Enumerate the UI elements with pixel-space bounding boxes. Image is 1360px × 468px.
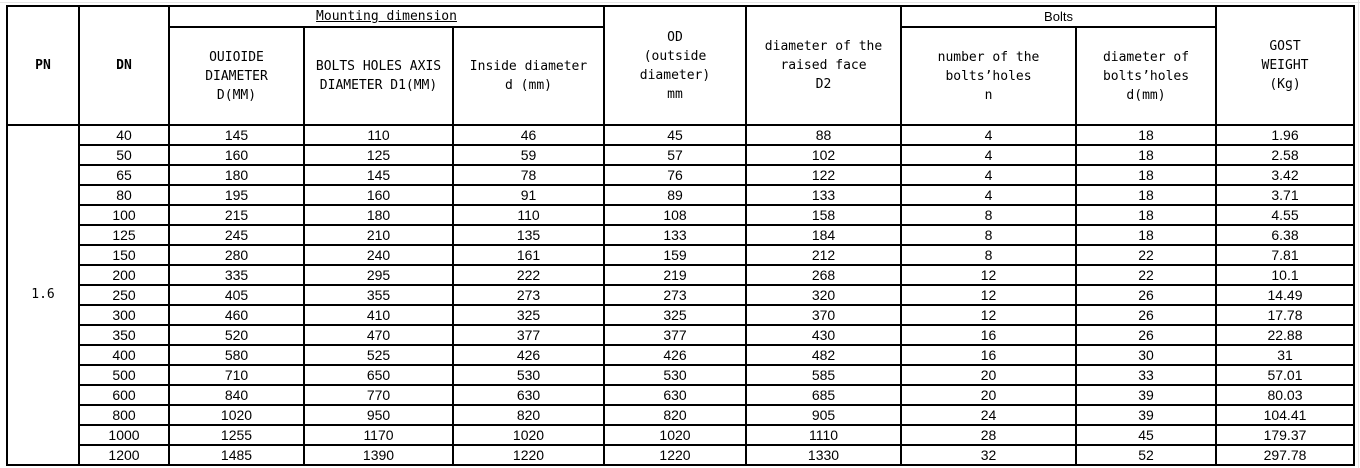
header-pn: PN <box>8 7 80 126</box>
header-weight <box>1217 7 1355 126</box>
cell-bolt-diameter: 18 <box>1077 226 1217 246</box>
header-raised-face-line: D2 <box>815 77 832 92</box>
table-row <box>8 306 1355 326</box>
cell-dn: 500 <box>80 366 170 386</box>
cell-inside-diameter: 325 <box>454 306 605 326</box>
cell-outside-diameter: 280 <box>170 246 305 266</box>
cell-outside-diameter: 160 <box>170 146 305 166</box>
cell-bolt-count: 12 <box>902 266 1077 286</box>
cell-inside-diameter: 78 <box>454 166 605 186</box>
cell-weight: 17.78 <box>1217 306 1355 326</box>
cell-dn: 350 <box>80 326 170 346</box>
header-bolt-count-line: bolts’holes <box>945 68 1032 84</box>
cell-bolt-count: 4 <box>902 126 1077 146</box>
table-row <box>8 226 1355 246</box>
cell-bolt-diameter: 22 <box>1077 246 1217 266</box>
header-raised-face-line: raised face <box>780 58 867 73</box>
cell-bolt-diameter: 30 <box>1077 346 1217 366</box>
cell-outside-diameter: 245 <box>170 226 305 246</box>
cell-dn: 200 <box>80 266 170 286</box>
cell-weight: 6.38 <box>1217 226 1355 246</box>
header-outside-diameter-line: OUIOIDE <box>209 49 264 65</box>
cell-inside-diameter: 1220 <box>454 446 605 466</box>
cell-bolt-holes-axis: 240 <box>305 246 454 266</box>
cell-dn: 800 <box>80 406 170 426</box>
cell-bolt-diameter: 52 <box>1077 446 1217 466</box>
header-weight-line: WEIGHT <box>1261 58 1309 73</box>
cell-raised-face: 482 <box>747 346 902 366</box>
flange-dimensions-table <box>6 5 1355 466</box>
cell-weight: 2.58 <box>1217 146 1355 166</box>
cell-bolt-count: 16 <box>902 326 1077 346</box>
cell-od: 45 <box>605 126 747 146</box>
cell-bolt-holes-axis: 125 <box>305 146 454 166</box>
cell-weight: 179.37 <box>1217 426 1355 446</box>
cell-bolt-count: 4 <box>902 166 1077 186</box>
cell-bolt-holes-axis: 410 <box>305 306 454 326</box>
cell-bolt-count: 28 <box>902 426 1077 446</box>
header-weight-line: GOST <box>1269 39 1301 54</box>
table-row <box>8 286 1355 306</box>
cell-bolt-diameter: 22 <box>1077 266 1217 286</box>
cell-weight: 57.01 <box>1217 366 1355 386</box>
cell-outside-diameter: 195 <box>170 186 305 206</box>
cell-bolt-holes-axis: 525 <box>305 346 454 366</box>
cell-bolt-diameter: 18 <box>1077 166 1217 186</box>
cell-od: 76 <box>605 166 747 186</box>
cell-od: 133 <box>605 226 747 246</box>
table-row <box>8 186 1355 206</box>
cell-bolt-holes-axis: 470 <box>305 326 454 346</box>
cell-raised-face: 1110 <box>747 426 902 446</box>
table-row <box>8 246 1355 266</box>
header-bolt-diameter-line: d(mm) <box>1126 87 1166 103</box>
table-row <box>8 446 1355 466</box>
cell-raised-face: 268 <box>747 266 902 286</box>
cell-bolt-diameter: 26 <box>1077 326 1217 346</box>
cell-bolt-count: 16 <box>902 346 1077 366</box>
header-inside-diameter-line: Inside diameter <box>469 59 588 74</box>
cell-bolt-holes-axis: 160 <box>305 186 454 206</box>
cell-raised-face: 212 <box>747 246 902 266</box>
cell-raised-face: 430 <box>747 326 902 346</box>
cell-bolt-holes-axis: 950 <box>305 406 454 426</box>
cell-raised-face: 88 <box>747 126 902 146</box>
cell-dn: 250 <box>80 286 170 306</box>
cell-raised-face: 133 <box>747 186 902 206</box>
header-bolt-holes-axis <box>305 28 454 126</box>
cell-bolt-holes-axis: 110 <box>305 126 454 146</box>
header-group-mounting: Mounting dimension <box>170 7 605 28</box>
cell-dn: 1200 <box>80 446 170 466</box>
cell-bolt-count: 24 <box>902 406 1077 426</box>
table-row <box>8 126 1355 146</box>
cell-inside-diameter: 59 <box>454 146 605 166</box>
cell-weight: 22.88 <box>1217 326 1355 346</box>
table-body <box>8 126 1355 466</box>
header-raised-face <box>747 7 902 126</box>
cell-dn: 1000 <box>80 426 170 446</box>
cell-od: 1020 <box>605 426 747 446</box>
table-row <box>8 406 1355 426</box>
cell-od: 530 <box>605 366 747 386</box>
cell-raised-face: 184 <box>747 226 902 246</box>
cell-raised-face: 320 <box>747 286 902 306</box>
table-row <box>8 206 1355 226</box>
cell-inside-diameter: 273 <box>454 286 605 306</box>
cell-inside-diameter: 222 <box>454 266 605 286</box>
header-bolt-diameter-line: bolts’holes <box>1102 68 1190 84</box>
header-bolt-holes-axis-line: BOLTS HOLES AXIS <box>315 59 442 74</box>
cell-dn: 150 <box>80 246 170 266</box>
cell-bolt-holes-axis: 145 <box>305 166 454 186</box>
gridline <box>1358 0 1359 468</box>
header-weight-line: (Kg) <box>1269 77 1301 92</box>
cell-bolt-diameter: 39 <box>1077 406 1217 426</box>
header-bolt-diameter <box>1077 28 1217 126</box>
cell-bolt-count: 32 <box>902 446 1077 466</box>
table-row <box>8 426 1355 446</box>
cell-outside-diameter: 1255 <box>170 426 305 446</box>
cell-outside-diameter: 405 <box>170 286 305 306</box>
cell-dn: 300 <box>80 306 170 326</box>
cell-od: 159 <box>605 246 747 266</box>
cell-bolt-count: 12 <box>902 306 1077 326</box>
cell-bolt-holes-axis: 210 <box>305 226 454 246</box>
table-row <box>8 146 1355 166</box>
cell-weight: 4.55 <box>1217 206 1355 226</box>
header-outside-diameter-line: D(MM) <box>216 87 257 103</box>
cell-outside-diameter: 520 <box>170 326 305 346</box>
cell-bolt-count: 8 <box>902 226 1077 246</box>
cell-raised-face: 122 <box>747 166 902 186</box>
cell-outside-diameter: 580 <box>170 346 305 366</box>
cell-od: 89 <box>605 186 747 206</box>
cell-bolt-diameter: 39 <box>1077 386 1217 406</box>
header-bolt-count <box>902 28 1077 126</box>
table-row <box>8 266 1355 286</box>
cell-outside-diameter: 180 <box>170 166 305 186</box>
cell-dn: 100 <box>80 206 170 226</box>
cell-dn: 40 <box>80 126 170 146</box>
cell-weight: 104.41 <box>1217 406 1355 426</box>
header-group-bolts: Bolts <box>902 7 1217 28</box>
cell-od: 108 <box>605 206 747 226</box>
cell-inside-diameter: 110 <box>454 206 605 226</box>
cell-raised-face: 370 <box>747 306 902 326</box>
cell-bolt-diameter: 33 <box>1077 366 1217 386</box>
cell-raised-face: 158 <box>747 206 902 226</box>
cell-bolt-diameter: 26 <box>1077 286 1217 306</box>
cell-od: 630 <box>605 386 747 406</box>
cell-weight: 7.81 <box>1217 246 1355 266</box>
cell-raised-face: 685 <box>747 386 902 406</box>
cell-bolt-diameter: 18 <box>1077 126 1217 146</box>
table-row <box>8 346 1355 366</box>
header-raised-face-line: diameter of the <box>764 39 883 54</box>
cell-outside-diameter: 460 <box>170 306 305 326</box>
cell-inside-diameter: 530 <box>454 366 605 386</box>
cell-bolt-diameter: 45 <box>1077 426 1217 446</box>
table-row <box>8 366 1355 386</box>
cell-bolt-count: 4 <box>902 146 1077 166</box>
cell-od: 1220 <box>605 446 747 466</box>
cell-weight: 10.1 <box>1217 266 1355 286</box>
gridline <box>0 2 1360 3</box>
header-dn: DN <box>80 7 170 126</box>
cell-bolt-holes-axis: 180 <box>305 206 454 226</box>
table-row <box>8 166 1355 186</box>
cell-bolt-diameter: 18 <box>1077 186 1217 206</box>
cell-weight: 31 <box>1217 346 1355 366</box>
header-od-line: mm <box>667 86 683 102</box>
cell-dn: 80 <box>80 186 170 206</box>
header-od-line: (outside <box>643 48 707 64</box>
cell-od: 377 <box>605 326 747 346</box>
cell-raised-face: 102 <box>747 146 902 166</box>
cell-inside-diameter: 426 <box>454 346 605 366</box>
cell-weight: 1.96 <box>1217 126 1355 146</box>
cell-bolt-holes-axis: 295 <box>305 266 454 286</box>
cell-inside-diameter: 46 <box>454 126 605 146</box>
cell-dn: 400 <box>80 346 170 366</box>
cell-bolt-holes-axis: 770 <box>305 386 454 406</box>
cell-inside-diameter: 377 <box>454 326 605 346</box>
cell-outside-diameter: 1020 <box>170 406 305 426</box>
cell-bolt-count: 8 <box>902 206 1077 226</box>
cell-inside-diameter: 161 <box>454 246 605 266</box>
cell-bolt-holes-axis: 355 <box>305 286 454 306</box>
header-bolt-diameter-line: diameter of <box>1102 49 1190 65</box>
cell-weight: 80.03 <box>1217 386 1355 406</box>
cell-dn: 65 <box>80 166 170 186</box>
cell-bolt-diameter: 26 <box>1077 306 1217 326</box>
cell-outside-diameter: 335 <box>170 266 305 286</box>
cell-weight: 3.71 <box>1217 186 1355 206</box>
cell-outside-diameter: 215 <box>170 206 305 226</box>
table-row <box>8 326 1355 346</box>
cell-od: 57 <box>605 146 747 166</box>
header-bolt-count-line: number of the <box>937 49 1040 65</box>
cell-inside-diameter: 91 <box>454 186 605 206</box>
header-outside-diameter-line: DIAMETER <box>205 68 268 84</box>
cell-bolt-count: 20 <box>902 386 1077 406</box>
cell-bolt-count: 20 <box>902 366 1077 386</box>
cell-raised-face: 585 <box>747 366 902 386</box>
cell-outside-diameter: 145 <box>170 126 305 146</box>
cell-inside-diameter: 630 <box>454 386 605 406</box>
cell-outside-diameter: 710 <box>170 366 305 386</box>
cell-weight: 3.42 <box>1217 166 1355 186</box>
cell-raised-face: 1330 <box>747 446 902 466</box>
header-bolt-count-line: n <box>984 87 993 103</box>
header-bolt-holes-axis-line: DIAMETER D1(MM) <box>319 78 438 93</box>
cell-od: 426 <box>605 346 747 366</box>
cell-bolt-diameter: 18 <box>1077 146 1217 166</box>
cell-dn: 50 <box>80 146 170 166</box>
cell-bolt-diameter: 18 <box>1077 206 1217 226</box>
pn-value-cell: 1.6 <box>8 126 80 466</box>
header-inside-diameter <box>454 28 605 126</box>
header-inside-diameter-line: d (mm) <box>505 78 552 93</box>
cell-bolt-holes-axis: 1170 <box>305 426 454 446</box>
cell-bolt-holes-axis: 650 <box>305 366 454 386</box>
header-od-line: OD <box>667 29 683 45</box>
cell-dn: 600 <box>80 386 170 406</box>
header-od <box>605 7 747 126</box>
cell-bolt-count: 4 <box>902 186 1077 206</box>
cell-weight: 14.49 <box>1217 286 1355 306</box>
cell-inside-diameter: 820 <box>454 406 605 426</box>
cell-outside-diameter: 840 <box>170 386 305 406</box>
cell-bolt-count: 8 <box>902 246 1077 266</box>
cell-od: 273 <box>605 286 747 306</box>
cell-inside-diameter: 135 <box>454 226 605 246</box>
cell-od: 820 <box>605 406 747 426</box>
cell-od: 325 <box>605 306 747 326</box>
cell-bolt-holes-axis: 1390 <box>305 446 454 466</box>
cell-dn: 125 <box>80 226 170 246</box>
cell-bolt-count: 12 <box>902 286 1077 306</box>
table-row <box>8 386 1355 406</box>
header-od-line: diameter) <box>639 67 711 83</box>
cell-outside-diameter: 1485 <box>170 446 305 466</box>
cell-weight: 297.78 <box>1217 446 1355 466</box>
cell-od: 219 <box>605 266 747 286</box>
header-outside-diameter <box>170 28 305 126</box>
cell-inside-diameter: 1020 <box>454 426 605 446</box>
cell-raised-face: 905 <box>747 406 902 426</box>
